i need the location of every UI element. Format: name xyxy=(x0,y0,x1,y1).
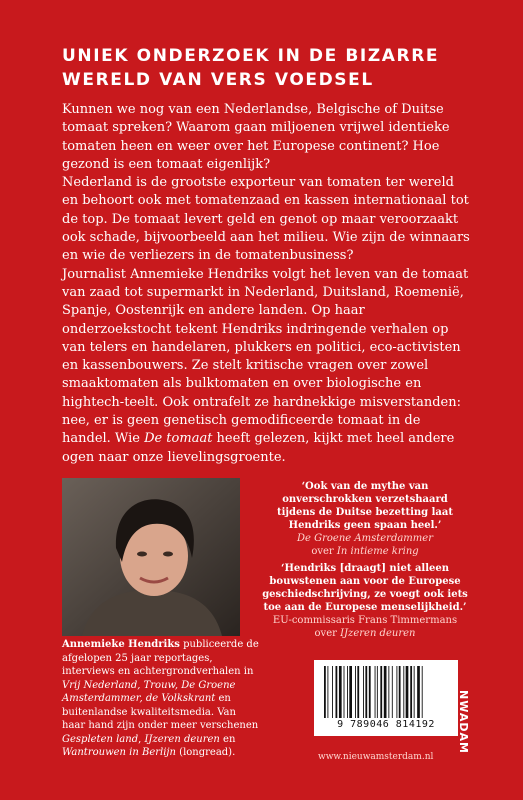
publisher-website: www.nieuwamsterdam.nl xyxy=(318,752,434,762)
headline-line-2: WERELD VAN VERS VOEDSEL xyxy=(62,70,374,90)
bio-text-2: en buitenlandse kwaliteitsmedia. Van haar hand zijn onder meer verschenen xyxy=(62,693,259,731)
quote-source xyxy=(262,532,468,558)
barcode-bar xyxy=(347,666,348,718)
isbn-number: 9 789046 814192 xyxy=(337,719,435,730)
review-quote xyxy=(262,562,468,640)
quote-source-book: In intieme kring xyxy=(336,546,419,557)
review-quote xyxy=(262,480,468,558)
barcode-bar xyxy=(392,666,393,718)
quote-source-over: over xyxy=(314,628,337,639)
barcode-bar xyxy=(396,666,397,718)
blurb-paragraph-1: Kunnen we nog van een Nederlandse, Belgische of Duitse tomaat spreken? Waarom gaan miljoenen vrijwel identieke tomaten heen en weer over het Europese continent? Hoe gezond is een tomaat eigenlijk? xyxy=(62,102,450,172)
bio-book-2: IJzeren deuren xyxy=(144,733,220,745)
bio-separator-1: , xyxy=(138,733,145,745)
quote-source-name: EU-commissaris Frans Timmermans xyxy=(272,615,458,626)
barcode-bar xyxy=(377,666,378,718)
barcode-bar xyxy=(332,666,333,718)
barcode-bar xyxy=(349,666,352,718)
barcode-bar xyxy=(339,666,342,718)
quote-text: ‘Hendriks [draagt] niet alleen bouwstenen aan voor de Europese geschiedschrijving, ze voegt ook iets toe aan de Europese menselijkheid.’ xyxy=(262,563,468,613)
bio-book-1: Gespleten land xyxy=(62,733,139,745)
back-cover-headline xyxy=(62,44,482,92)
quote-source-name: De Groene Amsterdammer xyxy=(297,533,433,544)
author-photo xyxy=(62,478,240,636)
bio-separator-2: en xyxy=(219,733,236,745)
blurb-paragraph-3-text: Journalist Annemieke Hendriks volgt het leven van de tomaat van zaad tot supermarkt in Nederland, Duitsland, Roemenië, Spanje, Oostenrijk en andere landen. Op haar onderzoekstocht tekent Hendriks indringende verhalen op van telers en handelaren, plukkers en politici, eco-activisten en kassenbouwers. Ze stelt kritische vragen over zowel smaaktomaten als bulktomaten en over biologische en hightech-teelt. Ook ontrafelt ze hardnekkige misverstanden: nee, er is geen genetisch gemodificeerde tomaat in de handel. Wie xyxy=(62,266,469,447)
barcode-bar xyxy=(380,666,382,718)
barcode-bars xyxy=(322,666,450,718)
blurb-paragraph-2: Nederland is de grootste exporteur van tomaten ter wereld en behoort ook met tomatenzaad en kassen internationaal tot de top. De tomaat levert geld en genot op maar veroorzaakt ook schade, bijvoorbeeld aan het milieu. Wie zijn de winnaars en wie de verliezers in de tomatenbusiness? xyxy=(62,175,470,264)
barcode-bar xyxy=(422,666,423,718)
bio-book-3: Wantrouwen in Berlijn xyxy=(62,747,176,758)
quote-source-book: IJzeren deuren xyxy=(340,628,416,639)
bio-text-3: (longread). xyxy=(175,747,236,758)
barcode-bar xyxy=(388,666,389,718)
publisher-logo: NWADAM xyxy=(457,690,470,754)
barcode-bar xyxy=(369,666,371,718)
quote-text: ‘Ook van de mythe van onverschrokken verzetshaard tijdens de Duitse bezetting laat Hendriks geen spaan heel.’ xyxy=(277,481,453,531)
barcode-bar xyxy=(363,666,364,718)
quote-source-over: over xyxy=(311,546,334,557)
barcode-bar xyxy=(365,666,367,718)
author-bio xyxy=(62,638,262,760)
quote-source xyxy=(262,614,468,640)
blurb-closing: heeft gelezen, kijkt met heel andere ogen naar onze lievelingsgroente. xyxy=(62,431,455,465)
barcode-bar xyxy=(399,666,401,718)
blurb xyxy=(62,101,472,467)
barcode-bar xyxy=(417,666,420,718)
barcode-bar xyxy=(410,666,412,718)
barcode-bar xyxy=(414,666,415,718)
author-name: Annemieke Hendriks xyxy=(62,639,180,650)
barcode-bar xyxy=(327,666,328,718)
bio-text-1: publiceerde de afgelopen 25 jaar reportages, interviews en achtergrondverhalen in xyxy=(62,639,259,677)
book-title: De tomaat xyxy=(144,431,213,447)
headline-line-1: UNIEK ONDERZOEK IN DE BIZARRE xyxy=(62,46,440,66)
barcode-bar xyxy=(403,666,404,718)
barcode-bar xyxy=(406,666,409,718)
barcode-bar xyxy=(344,666,345,718)
bio-outlets: Vrij Nederland, Trouw, De Groene Amsterdammer, de Volkskrant xyxy=(62,679,236,704)
barcode-bar xyxy=(336,666,338,718)
barcode-bar xyxy=(324,666,326,718)
barcode-bar xyxy=(375,666,376,718)
blurb-paragraph-3 xyxy=(62,266,472,467)
barcode-bar xyxy=(384,666,387,718)
barcode-bar xyxy=(355,666,356,718)
barcode-bar xyxy=(357,666,359,718)
